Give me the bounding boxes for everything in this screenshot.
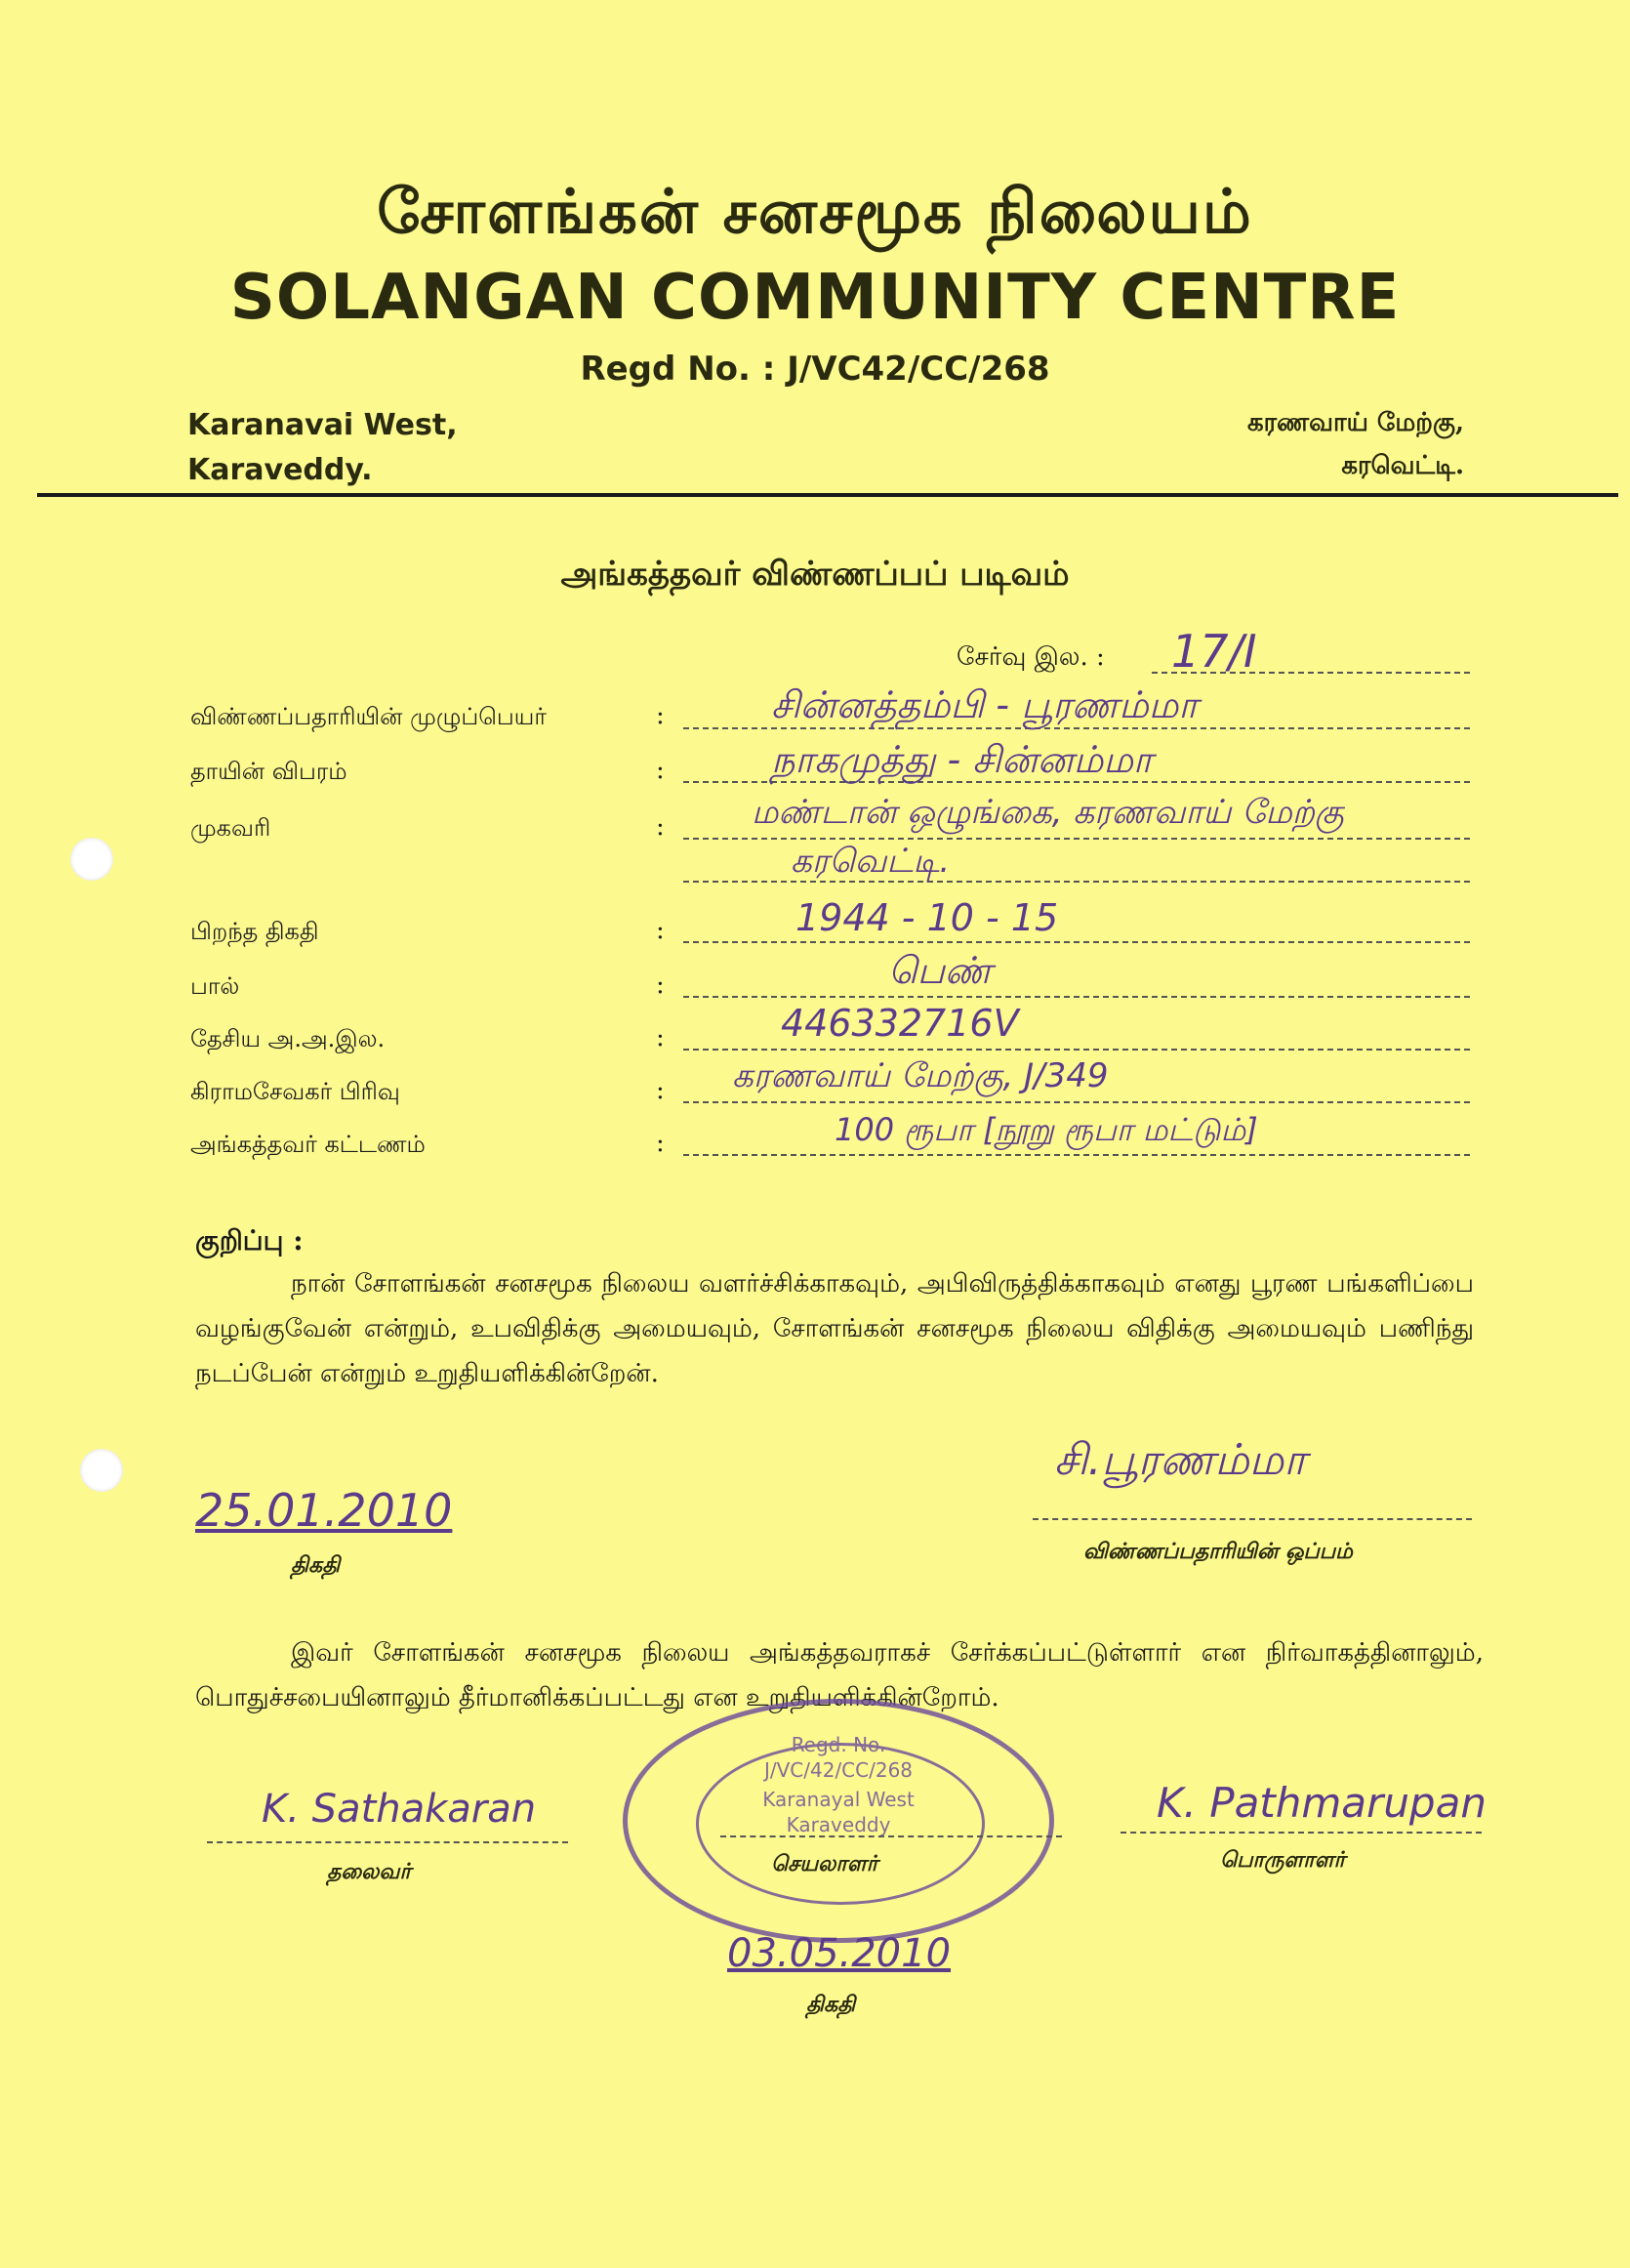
field-value-full-name: சின்னத்தம்பி - பூரணம்மா	[771, 683, 1199, 726]
address-en-line2: Karaveddy.	[187, 453, 373, 487]
president-signature: K. Sathakaran	[262, 1787, 537, 1832]
field-label-address: முகவரி	[190, 814, 271, 842]
colon: :	[656, 1023, 665, 1052]
colon: :	[656, 1129, 665, 1158]
stamp-line3: Karanayal West	[762, 1788, 915, 1811]
committee-declaration: இவர் சோளங்கன் சனசமூக நிலைய அங்கத்தவராகச் சேர்க்கப்பட்டுள்ளார் என நிர்வாகத்தினாலும், பொதுச்சபையினாலும் தீர்மானிக்கப்பட்டது என உறுதியளிக்கின்றோம்.	[195, 1638, 1484, 1712]
address-ta-line2: கரவெட்டி.	[1341, 451, 1464, 480]
field-line	[683, 941, 1470, 943]
field-value-dob: 1944 - 10 - 15	[795, 896, 1059, 939]
field-label-sex: பால்	[190, 972, 240, 1000]
committee-date-label: திகதி	[806, 1992, 856, 2017]
field-label-gs-division: கிராமசேவகர் பிரிவு	[190, 1078, 400, 1105]
treasurer-label: பொருளாளர்	[1220, 1847, 1346, 1873]
field-value-address: மண்டான் ஒழுங்கை, கரணவாய் மேற்கு	[752, 793, 1344, 832]
colon: :	[656, 1076, 665, 1105]
field-line	[683, 1154, 1470, 1156]
colon: :	[656, 916, 665, 945]
title-english: SOLANGAN COMMUNITY CENTRE	[229, 262, 1401, 334]
field-label-dob: பிறந்த திகதி	[190, 918, 319, 945]
treasurer-signature: K. Pathmarupan	[1157, 1779, 1487, 1827]
organization-stamp	[623, 1699, 1054, 1943]
colon: :	[656, 701, 665, 730]
committee-date-value: 03.05.2010	[727, 1931, 952, 1976]
field-value-membership-fee: 100 ரூபா [நூறு ரூபா மட்டும்]	[835, 1111, 1258, 1148]
president-label: தலைவர்	[327, 1859, 411, 1884]
field-value-sex: பெண்	[888, 949, 993, 992]
title-tamil: சோளங்கன் சனசமூக நிலையம்	[377, 176, 1253, 247]
form-title: அங்கத்தவர் விண்ணப்பப் படிவம்	[560, 555, 1070, 594]
field-value-nic: 446332716V	[781, 1002, 1019, 1045]
serial-value: 17/I	[1171, 625, 1257, 678]
colon: :	[656, 756, 665, 785]
signature-line	[720, 1835, 1062, 1837]
field-line	[683, 1101, 1470, 1103]
applicant-date-value: 25.01.2010	[195, 1484, 453, 1537]
address-ta-line1: கரணவாய் மேற்கு,	[1246, 408, 1464, 437]
registration-number: Regd No. : J/VC42/CC/268	[580, 350, 1050, 389]
note-title: குறிப்பு :	[195, 1224, 304, 1257]
applicant-signature-label: விண்ணப்பதாரியின் ஒப்பம்	[1083, 1539, 1353, 1564]
stamp-line2: J/VC/42/CC/268	[763, 1758, 914, 1782]
field-line	[683, 1049, 1470, 1051]
punch-hole-bottom	[80, 1449, 123, 1492]
header-divider	[37, 493, 1618, 497]
colon: :	[656, 812, 665, 842]
stamp-line4: Karaveddy	[786, 1813, 891, 1836]
field-label-membership-fee: அங்கத்தவர் கட்டணம்	[190, 1131, 426, 1158]
signature-line	[207, 1841, 568, 1843]
punch-hole-top	[70, 838, 113, 881]
field-label-nic: தேசிய அ.அ.இல.	[190, 1025, 386, 1052]
field-label-mother: தாயின் விபரம்	[190, 758, 347, 785]
applicant-date-label: திகதி	[291, 1552, 341, 1578]
colon: :	[656, 970, 665, 1000]
secretary-label: செயலாளர்	[771, 1851, 878, 1876]
signature-line	[1033, 1518, 1472, 1520]
serial-label: சேர்வு இல. :	[957, 642, 1105, 672]
field-value-mother: நாகமுத்து - சின்னம்மா	[771, 738, 1153, 781]
field-value-address-line2: கரவெட்டி.	[791, 842, 951, 881]
field-line	[683, 996, 1470, 998]
address-en-line1: Karanavai West,	[187, 408, 458, 442]
field-label-full-name: விண்ணப்பதாரியின் முழுப்பெயர்	[190, 703, 547, 730]
field-line	[683, 838, 1470, 840]
signature-line	[1121, 1832, 1482, 1834]
applicant-signature: சி.பூரணம்மா	[1054, 1435, 1307, 1485]
field-value-gs-division: கரணவாய் மேற்கு, J/349	[732, 1056, 1109, 1095]
note-body: நான் சோளங்கன் சனசமூக நிலைய வளர்ச்சிக்காகவும், அபிவிருத்திக்காகவும் எனது பூரண பங்களிப்பை வழங்குவேன் என்றும், உபவிதிக்கு அமையவும், சோளங்கன் சனசமூக நிலைய விதிக்கு அமையவும் பணிந்து நடப்பேன் என்றும் உறுதியளிக்கின்றேன்.	[195, 1269, 1474, 1388]
stamp-line1: Regd. No.	[791, 1733, 886, 1756]
